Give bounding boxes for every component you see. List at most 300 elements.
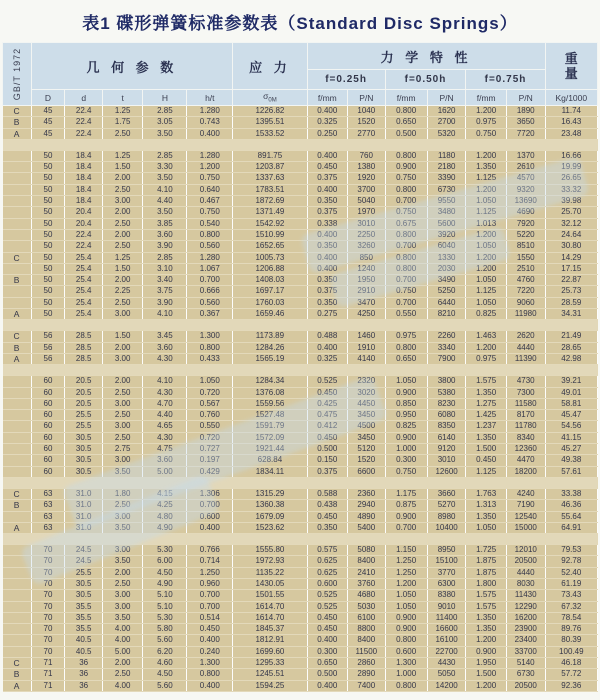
table-cell: 73.43	[545, 590, 597, 601]
table-cell: 6100	[348, 612, 385, 623]
table-cell: 70	[31, 612, 65, 623]
table-cell: 850	[348, 252, 385, 263]
class-cell	[3, 229, 32, 240]
table-cell: 3.00	[102, 511, 142, 522]
table-cell: 4430	[427, 658, 466, 669]
table-cell: 0.900	[385, 612, 427, 623]
table-cell: 3.85	[143, 218, 187, 229]
table-cell: 0.600	[187, 511, 233, 522]
table-cell: 2.85	[143, 106, 187, 117]
table-cell: 1614.70	[233, 601, 307, 612]
table-cell: 1.050	[385, 376, 427, 387]
class-cell	[3, 590, 32, 601]
table-cell: 6080	[427, 410, 466, 421]
table-cell: 23900	[506, 624, 545, 635]
table-cell: 2.00	[102, 275, 142, 286]
table-cell: 5120	[348, 444, 385, 455]
table-cell: 89.76	[545, 624, 597, 635]
table-cell: 0.720	[187, 387, 233, 398]
table-cell: 50	[31, 286, 65, 297]
table-cell: 63	[31, 511, 65, 522]
header-f075: f=0.75h	[466, 70, 545, 90]
class-cell	[3, 578, 32, 589]
table-cell: 8800	[348, 624, 385, 635]
table-row	[3, 309, 598, 320]
table-cell: 7900	[427, 353, 466, 364]
table-cell: 3.30	[143, 162, 187, 173]
table-cell: 0.467	[187, 196, 233, 207]
table-cell: 0.700	[385, 297, 427, 308]
table-cell: 13690	[506, 196, 545, 207]
class-cell	[3, 635, 32, 646]
table-cell: 36	[65, 669, 102, 680]
table-cell: 61.19	[545, 578, 597, 589]
table-cell: 1.350	[466, 624, 506, 635]
class-cell	[3, 567, 32, 578]
class-cell: C	[3, 331, 32, 342]
table-cell: 0.625	[307, 556, 347, 567]
table-cell: 25.5	[65, 410, 102, 421]
table-cell: 0.720	[187, 432, 233, 443]
table-row	[3, 410, 598, 421]
table-cell: 1572.09	[233, 432, 307, 443]
table-cell: 63	[31, 522, 65, 533]
table-cell: 2510	[506, 263, 545, 274]
table-cell: 0.400	[307, 252, 347, 263]
table-cell: 45.27	[545, 444, 597, 455]
table-cell: 57.72	[545, 669, 597, 680]
table-row	[3, 590, 598, 601]
table-cell: 1.050	[466, 196, 506, 207]
table-cell: 8380	[427, 590, 466, 601]
standard-label: GB/T 1972	[11, 47, 22, 101]
table-cell: 8340	[506, 432, 545, 443]
table-cell: 70	[31, 635, 65, 646]
table-cell: 4.40	[143, 410, 187, 421]
table-cell: 11980	[506, 309, 545, 320]
table-cell: 1.175	[385, 488, 427, 499]
separator-row	[3, 365, 598, 376]
table-cell: 22.4	[65, 128, 102, 139]
table-cell: 7300	[506, 387, 545, 398]
table-row	[3, 150, 598, 161]
col-t: t	[102, 90, 142, 106]
class-cell: A	[3, 128, 32, 139]
class-cell	[3, 286, 32, 297]
table-cell: 50	[31, 196, 65, 207]
table-cell: 0.650	[385, 353, 427, 364]
table-cell: 11.74	[545, 106, 597, 117]
table-cell: 4730	[506, 376, 545, 387]
table-cell: 3470	[348, 297, 385, 308]
table-cell: 4.70	[143, 398, 187, 409]
table-cell: 4.25	[143, 500, 187, 511]
table-cell: 0.450	[307, 432, 347, 443]
table-cell: 3.00	[102, 545, 142, 556]
table-cell: 1376.08	[233, 387, 307, 398]
table-cell: 16.43	[545, 117, 597, 128]
table-cell: 1.425	[466, 410, 506, 421]
table-cell: 4240	[506, 488, 545, 499]
table-cell: 1970	[348, 207, 385, 218]
table-cell: 0.700	[385, 275, 427, 286]
table-cell: 3.50	[143, 128, 187, 139]
table-cell: 4.60	[143, 658, 187, 669]
table-cell: 1.050	[466, 297, 506, 308]
table-cell: 20500	[506, 556, 545, 567]
table-cell: 0.650	[385, 117, 427, 128]
table-cell: 1812.91	[233, 635, 307, 646]
table-cell: 15100	[427, 556, 466, 567]
table-cell: 0.800	[385, 252, 427, 263]
table-cell: 3480	[427, 207, 466, 218]
table-cell: 4440	[506, 342, 545, 353]
table-cell: 3.90	[143, 297, 187, 308]
table-cell: 1.050	[385, 590, 427, 601]
table-cell: 0.575	[307, 545, 347, 556]
weight-char-1: 重	[564, 51, 578, 66]
table-cell: 0.900	[466, 646, 506, 657]
class-cell	[3, 150, 32, 161]
table-cell: 9010	[427, 601, 466, 612]
table-cell: 4.30	[143, 387, 187, 398]
table-cell: 8210	[427, 309, 466, 320]
table-cell: 18.4	[65, 173, 102, 184]
table-cell: 3.40	[143, 275, 187, 286]
table-cell: 1.25	[102, 106, 142, 117]
table-cell: 3010	[348, 218, 385, 229]
table-cell: 1284.26	[233, 342, 307, 353]
table-cell: 100.49	[545, 646, 597, 657]
table-cell: 8400	[348, 635, 385, 646]
table-cell: 1.237	[466, 421, 506, 432]
table-cell: 5600	[427, 218, 466, 229]
table-cell: 1284.34	[233, 376, 307, 387]
table-row	[3, 173, 598, 184]
table-cell: 25.5	[65, 567, 102, 578]
table-cell: 4.30	[143, 432, 187, 443]
table-cell: 3.50	[102, 522, 142, 533]
table-cell: 78.54	[545, 612, 597, 623]
table-cell: 45	[31, 117, 65, 128]
table-cell: 33.32	[545, 184, 597, 195]
table-cell: 1.125	[466, 207, 506, 218]
table-cell: 70	[31, 646, 65, 657]
table-cell: 4570	[506, 173, 545, 184]
table-cell: 3.00	[102, 590, 142, 601]
table-cell: 57.61	[545, 466, 597, 477]
table-body	[3, 106, 598, 692]
table-cell: 1005.73	[233, 252, 307, 263]
table-cell: 18.4	[65, 162, 102, 173]
table-cell: 1408.03	[233, 275, 307, 286]
table-cell: 3020	[348, 387, 385, 398]
table-cell: 2.50	[102, 218, 142, 229]
table-cell: 6140	[427, 432, 466, 443]
table-cell: 25.4	[65, 275, 102, 286]
table-cell: 3.50	[102, 466, 142, 477]
table-cell: 3390	[427, 173, 466, 184]
table-cell: 0.400	[307, 680, 347, 691]
table-cell: 3450	[348, 432, 385, 443]
table-cell: 1.80	[102, 488, 142, 499]
table-cell: 70	[31, 556, 65, 567]
table-cell: 0.400	[307, 635, 347, 646]
table-cell: 0.400	[307, 263, 347, 274]
table-cell: 33.38	[545, 488, 597, 499]
table-cell: 0.275	[307, 309, 347, 320]
table-cell: 891.75	[233, 150, 307, 161]
table-cell: 50	[31, 241, 65, 252]
table-cell: 9060	[506, 297, 545, 308]
table-cell: 5.80	[143, 624, 187, 635]
table-cell: 0.875	[385, 500, 427, 511]
table-cell: 1.575	[466, 601, 506, 612]
table-cell: 3.00	[102, 398, 142, 409]
table-cell: 2.75	[102, 444, 142, 455]
table-cell: 1.300	[187, 331, 233, 342]
table-cell: 4440	[506, 567, 545, 578]
table-row	[3, 635, 598, 646]
table-cell: 0.375	[307, 286, 347, 297]
table-cell: 0.514	[187, 612, 233, 623]
table-cell: 1.725	[466, 545, 506, 556]
table-cell: 0.412	[307, 421, 347, 432]
table-cell: 4.50	[143, 567, 187, 578]
table-cell: 31.0	[65, 500, 102, 511]
class-cell: A	[3, 309, 32, 320]
table-cell: 5.10	[143, 601, 187, 612]
table-cell: 71	[31, 669, 65, 680]
table-cell: 0.400	[307, 229, 347, 240]
table-row	[3, 455, 598, 466]
table-cell: 1395.51	[233, 117, 307, 128]
table-cell: 0.525	[307, 601, 347, 612]
class-cell	[3, 263, 32, 274]
table-cell: 4470	[506, 455, 545, 466]
class-cell	[3, 218, 32, 229]
table-cell: 7920	[506, 218, 545, 229]
table-cell: 39.21	[545, 376, 597, 387]
table-row	[3, 466, 598, 477]
table-row	[3, 658, 598, 669]
table-cell: 1.200	[466, 150, 506, 161]
table-cell: 2.00	[102, 376, 142, 387]
table-cell: 2.50	[102, 669, 142, 680]
table-row	[3, 218, 598, 229]
table-cell: 0.750	[385, 466, 427, 477]
table-cell: 4.00	[102, 635, 142, 646]
table-cell: 2.50	[102, 297, 142, 308]
table-cell: 35.5	[65, 612, 102, 623]
table-cell: 11500	[348, 646, 385, 657]
table-cell: 12540	[506, 511, 545, 522]
table-cell: 2.50	[102, 432, 142, 443]
table-cell: 0.425	[307, 398, 347, 409]
title-bar	[0, 0, 600, 42]
class-cell: C	[3, 106, 32, 117]
table-cell: 1.200	[466, 106, 506, 117]
table-cell: 0.588	[307, 488, 347, 499]
table-cell: 56	[31, 342, 65, 353]
table-cell: 3260	[348, 241, 385, 252]
table-cell: 0.800	[385, 184, 427, 195]
table-cell: 0.350	[307, 241, 347, 252]
separator-row	[3, 139, 598, 150]
table-cell: 1550	[506, 252, 545, 263]
table-cell: 1135.22	[233, 567, 307, 578]
table-row	[3, 612, 598, 623]
table-cell: 50	[31, 173, 65, 184]
table-cell: 30.5	[65, 578, 102, 589]
table-cell: 12360	[506, 444, 545, 455]
table-cell: 4.65	[143, 421, 187, 432]
table-cell: 3340	[427, 342, 466, 353]
table-cell: 25.70	[545, 207, 597, 218]
table-cell: 3.50	[102, 556, 142, 567]
table-cell: 1380	[348, 162, 385, 173]
table-cell: 1872.69	[233, 196, 307, 207]
table-cell: 0.600	[307, 578, 347, 589]
table-cell: 1040	[348, 106, 385, 117]
table-cell: 23.48	[545, 128, 597, 139]
header-group-geometry: 几 何 参 数	[31, 43, 233, 90]
table-cell: 0.960	[187, 578, 233, 589]
table-cell: 5030	[348, 601, 385, 612]
table-cell: 0.900	[385, 162, 427, 173]
table-cell: 3490	[427, 275, 466, 286]
page-title: 表1 碟形弹簧标准参数表（Standard Disc Springs）	[82, 13, 518, 33]
class-cell	[3, 241, 32, 252]
class-cell	[3, 173, 32, 184]
header-f025: f=0.25h	[307, 70, 385, 90]
table-cell: 6440	[427, 297, 466, 308]
table-cell: 2.50	[102, 128, 142, 139]
table-row	[3, 184, 598, 195]
table-cell: 92.78	[545, 556, 597, 567]
table-cell: 2910	[348, 286, 385, 297]
table-cell: 5.10	[143, 590, 187, 601]
table-cell: 5220	[506, 229, 545, 240]
table-cell: 1370	[506, 150, 545, 161]
sigma-subscript: 0M	[268, 97, 277, 104]
table-cell: 0.450	[466, 455, 506, 466]
table-cell: 31.0	[65, 511, 102, 522]
table-cell: 71	[31, 658, 65, 669]
table-cell: 1.125	[466, 173, 506, 184]
table-cell: 25.4	[65, 252, 102, 263]
table-cell: 5.30	[143, 545, 187, 556]
table-cell: 4890	[348, 511, 385, 522]
table-cell: 45.47	[545, 410, 597, 421]
table-cell: 1.050	[466, 275, 506, 286]
table-cell: 30.5	[65, 590, 102, 601]
table-cell: 0.800	[187, 229, 233, 240]
table-cell: 0.300	[307, 646, 347, 657]
table-cell: 1.050	[187, 376, 233, 387]
table-cell: 2320	[348, 376, 385, 387]
table-cell: 60	[31, 444, 65, 455]
table-cell: 0.450	[187, 624, 233, 635]
table-cell: 0.450	[307, 387, 347, 398]
col-P-075: P/N	[506, 90, 545, 106]
table-cell: 4.00	[102, 624, 142, 635]
table-cell: 1.575	[466, 590, 506, 601]
table-cell: 25.4	[65, 297, 102, 308]
table-cell: 0.540	[187, 218, 233, 229]
table-cell: 1520	[348, 455, 385, 466]
col-D: D	[31, 90, 65, 106]
table-cell: 1.125	[466, 286, 506, 297]
separator-cell	[3, 139, 598, 150]
table-cell: 1.200	[466, 635, 506, 646]
table-cell: 1330	[427, 252, 466, 263]
table-row	[3, 680, 598, 691]
table-cell: 2.50	[102, 500, 142, 511]
table-row	[3, 342, 598, 353]
table-cell: 0.700	[385, 241, 427, 252]
table-cell: 5270	[427, 500, 466, 511]
class-cell	[3, 297, 32, 308]
table-cell: 1240	[348, 263, 385, 274]
table-cell: 35.5	[65, 601, 102, 612]
table-cell: 16.66	[545, 150, 597, 161]
table-cell: 25.5	[65, 421, 102, 432]
table-cell: 1565.19	[233, 353, 307, 364]
table-cell: 56	[31, 331, 65, 342]
table-cell: 0.500	[307, 669, 347, 680]
table-row	[3, 117, 598, 128]
table-cell: 1760.03	[233, 297, 307, 308]
table-cell: 8400	[348, 556, 385, 567]
table-cell: 60	[31, 410, 65, 421]
table-cell: 1.306	[187, 488, 233, 499]
table-cell: 0.700	[385, 522, 427, 533]
table-cell: 3450	[348, 410, 385, 421]
table-cell: 4760	[506, 275, 545, 286]
table-cell: 2.85	[143, 150, 187, 161]
table-cell: 1652.65	[233, 241, 307, 252]
table-cell: 628.84	[233, 455, 307, 466]
table-cell: 52.40	[545, 567, 597, 578]
table-cell: 0.450	[307, 624, 347, 635]
table-cell: 7190	[506, 500, 545, 511]
table-cell: 30.5	[65, 432, 102, 443]
table-cell: 0.400	[187, 128, 233, 139]
table-cell: 1697.17	[233, 286, 307, 297]
table-cell: 79.53	[545, 545, 597, 556]
table-cell: 5400	[348, 522, 385, 533]
table-cell: 12290	[506, 601, 545, 612]
table-cell: 4.50	[143, 669, 187, 680]
table-cell: 5.30	[143, 612, 187, 623]
table-cell: 3920	[427, 229, 466, 240]
table-cell: 40.5	[65, 635, 102, 646]
table-cell: 1620	[427, 106, 466, 117]
table-cell: 4.30	[143, 353, 187, 364]
table-cell: 2030	[427, 263, 466, 274]
table-cell: 11430	[506, 590, 545, 601]
table-cell: 25.4	[65, 263, 102, 274]
table-row	[3, 162, 598, 173]
table-cell: 70	[31, 567, 65, 578]
class-cell	[3, 184, 32, 195]
table-cell: 22700	[427, 646, 466, 657]
table-cell: 0.900	[385, 432, 427, 443]
table-cell: 3.00	[102, 601, 142, 612]
table-cell: 34.31	[545, 309, 597, 320]
table-cell: 0.750	[385, 207, 427, 218]
